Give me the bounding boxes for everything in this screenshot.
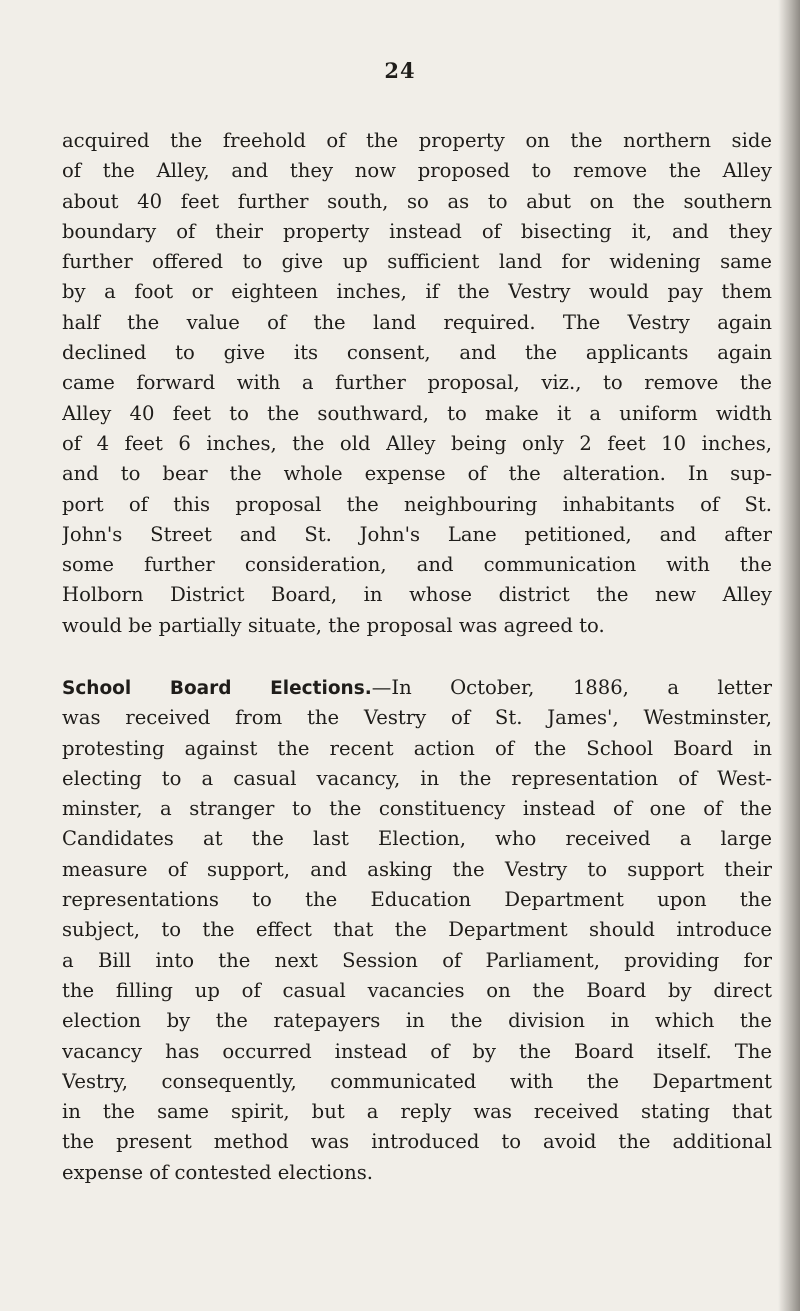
text-line: acquired the freehold of the property on the northern side: [62, 129, 772, 152]
text-line: of 4 feet 6 inches, the old Alley being only 2 feet 10 inches,: [62, 431, 772, 455]
text-line: the filling up of casual vacancies on the Board by direct: [62, 978, 772, 1002]
paragraph-alley: [62, 126, 772, 641]
text-line: some further consideration, and communication with the: [62, 553, 772, 577]
text-line: and to bear the whole expense of the alteration. In sup-: [62, 462, 772, 486]
text-line: the present method was introduced to avoid the additional: [62, 1130, 772, 1154]
text-line: John's Street and St. John's Lane petitioned, and after: [62, 522, 772, 546]
text-line: in the same spirit, but a reply was received stating that: [62, 1100, 772, 1124]
text-line: vacancy has occurred instead of by the Board itself. The: [62, 1039, 772, 1063]
text-line: declined to give its consent, and the applicants again: [62, 341, 772, 365]
text-line: election by the ratepayers in the division in which the: [62, 1009, 772, 1033]
page-edge-shadow: [778, 0, 800, 1311]
text-line: Holborn District Board, in whose district the new Alley: [62, 583, 772, 607]
page-number: 24: [384, 58, 416, 83]
text-line: representations to the Education Department upon the: [62, 888, 772, 912]
text-line: further offered to give up sufficient land for widening same: [62, 250, 772, 274]
text-line: half the value of the land required. The Vestry again: [62, 310, 772, 334]
text-line: Alley 40 feet to the southward, to make it a uniform width: [62, 401, 772, 425]
text-line: was received from the Vestry of St. James', Westminster,: [62, 706, 772, 730]
text-line: minster, a stranger to the constituency instead of one of the: [62, 797, 772, 821]
text-line: came forward with a further proposal, viz., to remove the: [62, 371, 772, 395]
text-line: Vestry, consequently, communicated with the Department: [62, 1069, 772, 1093]
text-line: port of this proposal the neighbouring inhabitants of St.: [62, 492, 772, 516]
text-line: electing to a casual vacancy, in the representation of West-: [62, 766, 772, 790]
text-line: by a foot or eighteen inches, if the Vestry would pay them: [62, 280, 772, 304]
paragraph-school-board-elections: [62, 673, 772, 1188]
section-heading: School Board Elections.: [62, 678, 372, 699]
text-line: measure of support, and asking the Vestry to support their: [62, 857, 772, 881]
text-line: would be partially situate, the proposal was agreed to.: [62, 613, 605, 637]
text-line: expense of contested elections.: [62, 1160, 373, 1184]
text-line: about 40 feet further south, so as to abut on the southern: [62, 189, 772, 213]
text-line: Candidates at the last Election, who received a large: [62, 827, 772, 851]
text-line: protesting against the recent action of the School Board in: [62, 736, 772, 760]
text-line: of the Alley, and they now proposed to remove the Alley: [62, 159, 772, 183]
text-line: subject, to the effect that the Department should introduce: [62, 918, 772, 942]
text-line-with-heading: [62, 673, 772, 703]
text-line: a Bill into the next Session of Parliament, providing for: [62, 948, 772, 972]
text-line: boundary of their property instead of bisecting it, and they: [62, 219, 772, 243]
heading-line-rest: —In October, 1886, a letter: [371, 676, 772, 699]
